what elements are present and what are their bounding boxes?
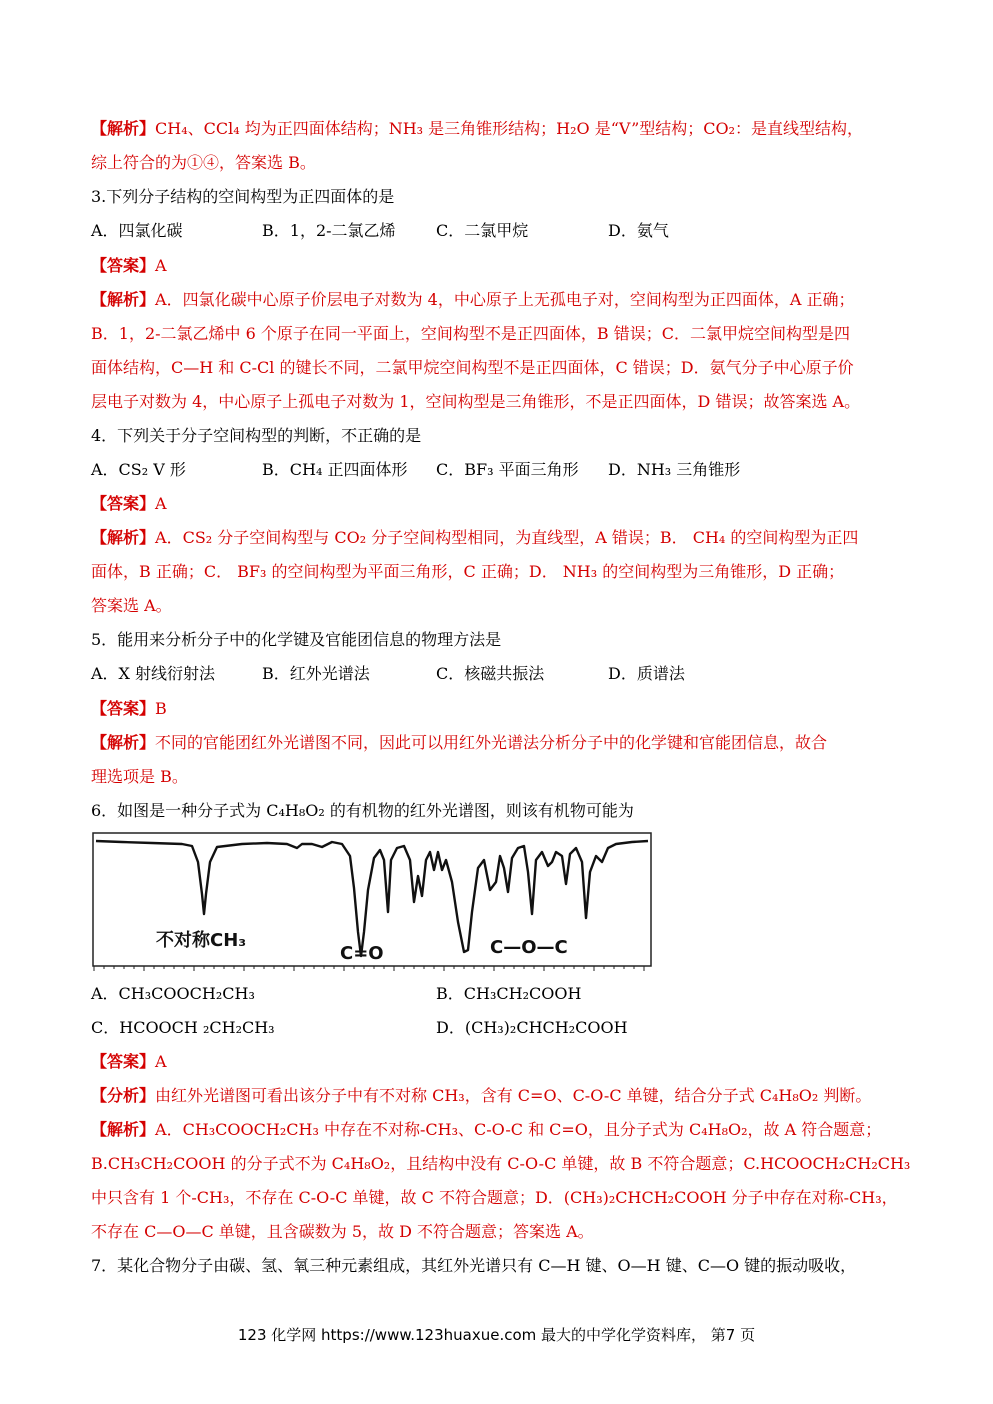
q6-stem: 6．如图是一种分子式为 C₄H₈O₂ 的有机物的红外光谱图，则该有机物可能为 [91, 801, 634, 820]
q6-answer: 【答案】A [91, 1052, 167, 1071]
q6-option-a: A．CH₃COOCH₂CH₃ [91, 984, 255, 1003]
q7-stem: 7．某化合物分子由碳、氢、氧三种元素组成，其红外光谱只有 C—H 键、O—H 键、C—O 键的振动吸收， [91, 1256, 857, 1275]
q3-analysis-line-2: B．1，2-二氯乙烯中 6 个原子在同一平面上，空间构型不是正四面体，B 错误；C．二氯甲烷空间构型是四 [91, 324, 850, 343]
q4-option-d: D．NH₃ 三角锥形 [608, 460, 741, 479]
q6-analysis-line-2: B.CH₃CH₂COOH 的分子式不为 C₄H₈O₂，且结构中没有 C-O-C 单键，故 B 不符合题意；C.HCOOCH₂CH₂CH₃ [91, 1154, 911, 1173]
q2-analysis-line-1: 【解析】CH₄、CCl₄ 均为正四面体结构；NH₃ 是三角锥形结构；H₂O 是“V”型结构；CO₂：是直线型结构， [91, 119, 864, 138]
label-c-o-c: C—O—C [490, 937, 568, 958]
q3-analysis-line-3: 面体结构，C—H 和 C-Cl 的键长不同，二氯甲烷空间构型不是正四面体，C 错误；D．氨气分子中心原子价 [91, 358, 854, 377]
q3-analysis-line-4: 层电子对数为 4，中心原子上孤电子对数为 1，空间构型是三角锥形，不是正四面体，D 错误；故答案选 A。 [91, 392, 861, 411]
q4-stem: 4．下列关于分子空间构型的判断，不正确的是 [91, 426, 422, 445]
q6-analysis-line-1: 【解析】A．CH₃COOCH₂CH₃ 中存在不对称-CH₃、C-O-C 和 C=O，且分子式为 C₄H₈O₂，故 A 符合题意； [91, 1120, 882, 1139]
label-asymmetric-ch3: 不对称CH₃ [156, 930, 247, 951]
q6-option-d: D．(CH₃)₂CHCH₂COOH [436, 1018, 628, 1037]
q3-option-d: D．氨气 [608, 221, 669, 240]
q6-option-c: C．HCOOCH ₂CH₂CH₃ [91, 1018, 275, 1037]
q6-analysis-line-4: 不存在 C—O—C 单键，且含碳数为 5，故 D 不符合题意；答案选 A。 [91, 1222, 594, 1241]
q6-analysis-line-3: 中只含有 1 个-CH₃，不存在 C-O-C 单键，故 C 不符合题意；D．(CH₃)₂CHCH₂COOH 分子中存在对称-CH₃， [91, 1188, 898, 1207]
q5-option-a: A．X 射线衍射法 [91, 664, 216, 683]
label-c-double-o: C=O [340, 943, 384, 964]
q4-analysis-line-3: 答案选 A。 [91, 596, 172, 615]
q4-option-b: B．CH₄ 正四面体形 [262, 460, 408, 479]
q2-analysis-tag: 【解析】 [91, 119, 156, 138]
q4-option-c: C．BF₃ 平面三角形 [436, 460, 579, 479]
q5-stem: 5．能用来分析分子中的化学键及官能团信息的物理方法是 [91, 630, 502, 649]
q5-option-b: B．红外光谱法 [262, 664, 370, 683]
q5-answer: 【答案】B [91, 699, 167, 718]
q4-option-a: A．CS₂ V 形 [91, 460, 186, 479]
q6-fenxi: 【分析】由红外光谱图可看出该分子中有不对称 CH₃，含有 C=O、C-O-C 单键，结合分子式 C₄H₈O₂ 判断。 [91, 1086, 872, 1105]
q5-analysis-line-1: 【解析】不同的官能团红外光谱图不同，因此可以用红外光谱法分析分子中的化学键和官能团信息，故合 [91, 733, 828, 752]
q5-analysis-line-2: 理选项是 B。 [91, 767, 188, 786]
q6-option-b: B．CH₃CH₂COOH [436, 984, 582, 1003]
q3-stem: 3.下列分子结构的空间构型为正四面体的是 [91, 187, 395, 206]
ir-spectrum-figure [92, 832, 652, 972]
q2-analysis-line-2: 综上符合的为①④，答案选 B。 [91, 153, 316, 172]
q5-option-c: C．核磁共振法 [436, 664, 545, 683]
q3-analysis-line-1: 【解析】A．四氯化碳中心原子价层电子对数为 4，中心原子上无孤电子对，空间构型为正四面体，A 正确； [91, 290, 855, 309]
q3-option-a: A．四氯化碳 [91, 221, 183, 240]
q3-answer: 【答案】A [91, 256, 167, 275]
q4-analysis-line-1: 【解析】A．CS₂ 分子空间构型与 CO₂ 分子空间构型相同，为直线型，A 错误；B． CH₄ 的空间构型为正四 [91, 528, 859, 547]
page-footer: 123 化学网 https://www.123huaxue.com 最大的中学化学资料库， 第7 页 [237, 1326, 756, 1344]
q4-answer: 【答案】A [91, 494, 167, 513]
q4-analysis-line-2: 面体，B 正确；C． BF₃ 的空间构型为平面三角形，C 正确；D． NH₃ 的空间构型为三角锥形，D 正确； [91, 562, 845, 581]
q3-option-c: C．二氯甲烷 [436, 221, 529, 240]
q3-option-b: B．1，2-二氯乙烯 [262, 221, 396, 240]
q5-option-d: D．质谱法 [608, 664, 685, 683]
